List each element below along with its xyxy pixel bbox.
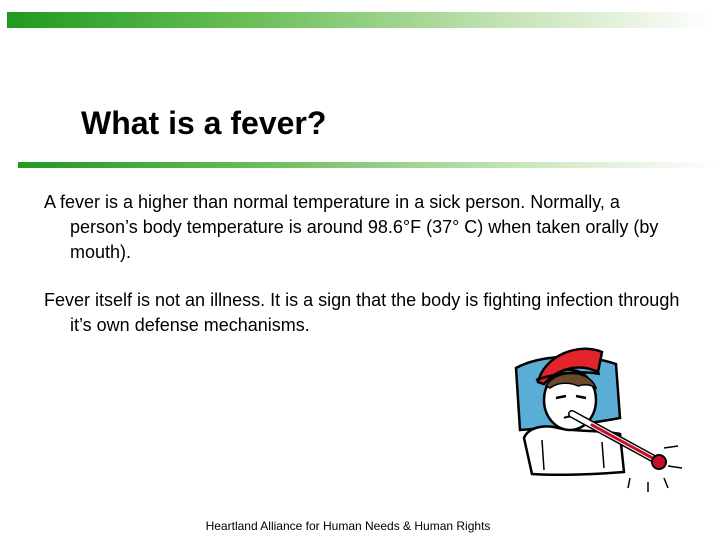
paragraph-definition: A fever is a higher than normal temperature in a sick person. Normally, a person’s body temperature is around 98.6°F (37° C) when taken orally (by mouth). — [44, 192, 659, 262]
paragraph-explanation: Fever itself is not an illness. It is a sign that the body is fighting infection through it’s own defense mechanisms. — [44, 290, 680, 335]
footer-credit: Heartland Alliance for Human Needs & Human Rights — [205, 519, 491, 533]
slide-title: What is a fever? — [81, 105, 327, 141]
slide-body — [44, 190, 684, 361]
sick-person-thermometer-icon — [508, 338, 684, 498]
title-divider — [18, 162, 718, 168]
top-gradient-bar — [7, 12, 713, 28]
